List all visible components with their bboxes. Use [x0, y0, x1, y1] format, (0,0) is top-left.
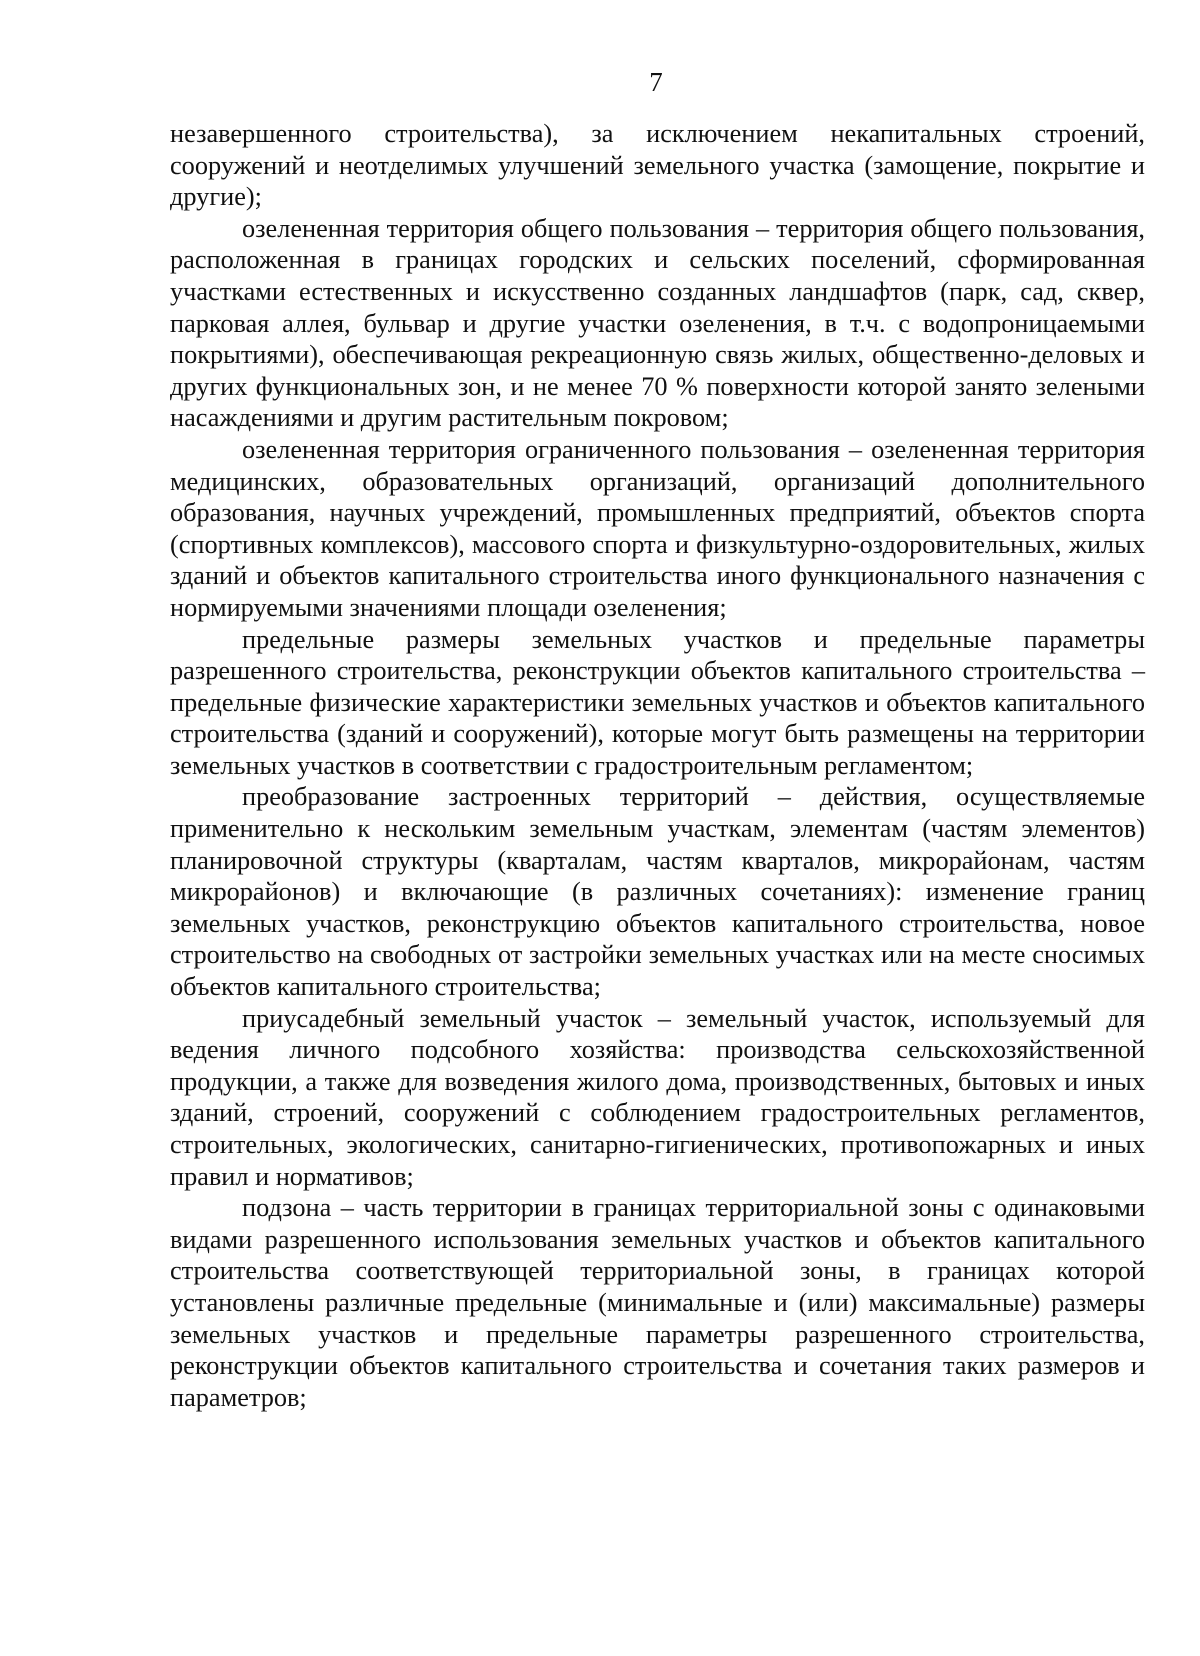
- paragraph-green-area-restricted: озелененная территория ограниченного пользования – озелененная территория медицинских, образовательных организаций, организаций дополнительного образования, научных учреждений, промышленных предприятий, объектов спорта (спортивных комплексов), массового спорта и физкультурно-оздоровительных, жилых зданий и объектов капитального строительства иного функционального назначения с нормируемыми значениями площади озеленения;: [170, 434, 1145, 622]
- paragraph-limit-sizes: предельные размеры земельных участков и предельные параметры разрешенного строительства, реконструкции объектов капитального строительства – предельные физические характеристики земельных участков и объектов капитального строительства (зданий и сооружений), которые могут быть размещены на территории земельных участков в соответствии с градостроительным регламентом;: [170, 624, 1145, 780]
- paragraph-continuation: незавершенного строительства), за исключением некапитальных строений, сооружений и неотделимых улучшений земельного участка (замощение, покрытие и другие);: [170, 119, 1145, 212]
- paragraph-subzone: подзона – часть территории в границах территориальной зоны с одинаковыми видами разрешенного использования земельных участков и объектов капитального строительства соответствующей территориальной зоны, в границах которой установлены различные предельные (минимальные и (или) максимальные) размеры земельных участков и предельные параметры разрешенного строительства, реконструкции объектов капитального строительства и сочетания таких размеров и параметров;: [170, 1193, 1145, 1412]
- paragraph-green-area-public: озелененная территория общего пользования – территория общего пользования, расположенная в границах городских и сельских поселений, сформированная участками естественных и искусственно созданных ландшафтов (парк, сад, сквер, парковая аллея, бульвар и другие участки озеленения, в т.ч. с водопроницаемыми покрытиями), обеспечивающая рекреационную связь жилых, общественно-деловых и других функциональных зон, и не менее 70 % поверхности которой занято зелеными насаждениями и другим растительным покровом;: [170, 213, 1145, 433]
- paragraph-territory-transformation: преобразование застроенных территорий – действия, осуществляемые применительно к нескольким земельным участкам, элементам (частям элементов) планировочной структуры (кварталам, частям кварталов, микрорайонам, частям микрорайонов) и включающие (в различных сочетаниях): изменение границ земельных участков, реконструкцию объектов капитального строительства, новое строительство на свободных от застройки земельных участках или на месте сносимых объектов капитального строительства;: [170, 782, 1145, 1002]
- document-body: [170, 118, 1145, 1413]
- paragraph-household-plot: приусадебный земельный участок – земельный участок, используемый для ведения личного подсобного хозяйства: производства сельскохозяйственной продукции, а также для возведения жилого дома, производственных, бытовых и иных зданий, строений, сооружений с соблюдением градостроительных регламентов, строительных, экологических, санитарно-гигиенических, противопожарных и иных правил и нормативов;: [170, 1003, 1145, 1191]
- page-number: 7: [649, 67, 663, 97]
